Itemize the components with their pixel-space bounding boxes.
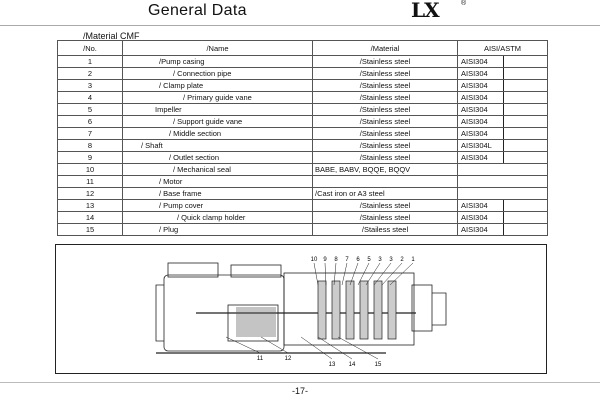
aisi-box <box>503 116 547 127</box>
aisi-value: AISI304 <box>461 93 488 102</box>
cell-name: / Shaft <box>123 140 313 152</box>
cell-aisi <box>458 200 548 212</box>
section-title: /Material CMF <box>83 31 140 41</box>
cell-material: /Stainless steel <box>313 200 458 212</box>
aisi-box <box>503 224 547 235</box>
outlet-section-shape <box>412 285 432 331</box>
aisi-value: AISI304L <box>461 141 492 150</box>
impeller-stage-shape <box>346 281 354 339</box>
cell-aisi <box>458 176 548 188</box>
callout-label: 10 <box>310 257 318 263</box>
aisi-box <box>503 68 547 79</box>
cell-no: 1 <box>58 56 123 68</box>
materials-table <box>57 40 548 236</box>
table-row <box>58 188 548 200</box>
callout-leader-line <box>318 337 352 359</box>
callout-label: 7 <box>345 257 349 263</box>
cell-aisi <box>458 56 548 68</box>
aisi-box <box>503 80 547 91</box>
column-header-no: /No. <box>58 41 123 56</box>
cell-name: / Primary guide vane <box>123 92 313 104</box>
aisi-box <box>503 212 547 223</box>
cell-aisi <box>458 80 548 92</box>
cell-name: / Outlet section <box>123 152 313 164</box>
cell-no: 15 <box>58 224 123 236</box>
cell-name: / Motor <box>123 176 313 188</box>
cell-aisi <box>458 152 548 164</box>
page-number: -17- <box>291 386 308 396</box>
aisi-box <box>503 104 547 115</box>
table-row <box>58 200 548 212</box>
cell-material: /Stainless steel <box>313 212 458 224</box>
cell-material: BABE, BABV, BQQE, BQQV <box>313 164 458 176</box>
cell-material: /Stailess steel <box>313 224 458 236</box>
cell-no: 9 <box>58 152 123 164</box>
callout-label: 8 <box>334 257 338 263</box>
brand-logo: LX <box>411 0 439 22</box>
callout-label: 9 <box>323 257 327 263</box>
aisi-box <box>503 56 547 67</box>
callout-label: 6 <box>356 257 360 263</box>
cell-no: 6 <box>58 116 123 128</box>
pump-cross-section-drawing <box>55 244 547 374</box>
cell-material <box>313 176 458 188</box>
table-row <box>58 224 548 236</box>
cell-material: /Stainless steel <box>313 80 458 92</box>
cell-aisi <box>458 116 548 128</box>
cell-name: /Pump casing <box>123 56 313 68</box>
cell-material: /Stainless steel <box>313 128 458 140</box>
header-rule <box>0 25 600 26</box>
cell-no: 7 <box>58 128 123 140</box>
cell-name: / Clamp plate <box>123 80 313 92</box>
cell-no: 2 <box>58 68 123 80</box>
cell-no: 4 <box>58 92 123 104</box>
cell-aisi <box>458 68 548 80</box>
cell-name: / Pump cover <box>123 200 313 212</box>
aisi-value: AISI304 <box>461 57 488 66</box>
cell-aisi <box>458 140 548 152</box>
callout-leader-line <box>390 263 413 285</box>
callout-leader-line <box>301 337 332 359</box>
cell-material: /Stainless steel <box>313 56 458 68</box>
aisi-value: AISI304 <box>461 201 488 210</box>
cell-name: Impeller <box>123 104 313 116</box>
cell-name: / Quick clamp holder <box>123 212 313 224</box>
impeller-stage-shape <box>374 281 382 339</box>
cell-name: / Middle section <box>123 128 313 140</box>
cell-name: / Mechanical seal <box>123 164 313 176</box>
cell-no: 8 <box>58 140 123 152</box>
aisi-value: AISI304 <box>461 81 488 90</box>
cell-no: 5 <box>58 104 123 116</box>
callout-label: 15 <box>374 362 382 368</box>
callout-label: 3 <box>378 257 382 263</box>
callout-leader-line <box>338 337 378 359</box>
table-row <box>58 92 548 104</box>
pump-drawing-svg <box>56 245 546 373</box>
cell-material: /Stainless steel <box>313 104 458 116</box>
cell-no: 12 <box>58 188 123 200</box>
aisi-value: AISI304 <box>461 213 488 222</box>
column-header-name: /Name <box>123 41 313 56</box>
cell-material: /Stainless steel <box>313 92 458 104</box>
table-row <box>58 116 548 128</box>
callout-label: 12 <box>284 356 292 362</box>
aisi-box <box>503 128 547 139</box>
table-row <box>58 56 548 68</box>
cell-aisi <box>458 92 548 104</box>
footer-rule <box>0 382 600 383</box>
impeller-stage-shape <box>332 281 340 339</box>
aisi-value: AISI304 <box>461 117 488 126</box>
aisi-value: AISI304 <box>461 129 488 138</box>
page-header-title: General Data <box>148 2 247 19</box>
cell-name: / Connection pipe <box>123 68 313 80</box>
cell-aisi <box>458 224 548 236</box>
cell-no: 3 <box>58 80 123 92</box>
table-row <box>58 104 548 116</box>
cell-material: /Stainless steel <box>313 116 458 128</box>
table-header-row <box>58 41 548 56</box>
callout-label: 5 <box>367 257 371 263</box>
aisi-box <box>503 152 547 163</box>
rotor-hatch-shape <box>236 307 276 337</box>
callout-label: 2 <box>400 257 404 263</box>
table-row <box>58 128 548 140</box>
table-row <box>58 68 548 80</box>
callout-label: 1 <box>411 257 415 263</box>
cell-no: 10 <box>58 164 123 176</box>
callout-label: 14 <box>348 362 356 368</box>
aisi-value: AISI304 <box>461 225 488 234</box>
cell-aisi <box>458 212 548 224</box>
cell-no: 11 <box>58 176 123 188</box>
table-row <box>58 164 548 176</box>
aisi-value: AISI304 <box>461 69 488 78</box>
aisi-value: AISI304 <box>461 153 488 162</box>
impeller-stage-shape <box>360 281 368 339</box>
impeller-stage-shape <box>388 281 396 339</box>
cell-material: /Cast iron or A3 steel <box>313 188 458 200</box>
cell-name: / Base frame <box>123 188 313 200</box>
cell-material: /Stainless steel <box>313 68 458 80</box>
aisi-box <box>503 140 547 151</box>
table-row <box>58 212 548 224</box>
cell-material: /Stainless steel <box>313 152 458 164</box>
callout-label: 13 <box>328 362 336 368</box>
cell-aisi <box>458 188 548 200</box>
cell-aisi <box>458 128 548 140</box>
aisi-box <box>503 200 547 211</box>
table-row <box>58 140 548 152</box>
cell-material: /Stainless steel <box>313 140 458 152</box>
cell-name: / Plug <box>123 224 313 236</box>
cell-no: 14 <box>58 212 123 224</box>
motor-end-cap-shape <box>156 285 164 341</box>
callout-leader-line <box>314 263 318 285</box>
cell-no: 13 <box>58 200 123 212</box>
column-header-aisi: AISI/ASTM <box>458 41 548 56</box>
callout-label: 11 <box>256 356 264 362</box>
callout-label: 3 <box>389 257 393 263</box>
brand-logo-registered-mark: ® <box>461 0 467 7</box>
aisi-value: AISI304 <box>461 105 488 114</box>
impeller-stage-shape <box>318 281 326 339</box>
cell-name: / Support guide vane <box>123 116 313 128</box>
cell-aisi <box>458 164 548 176</box>
table-row <box>58 80 548 92</box>
aisi-box <box>503 92 547 103</box>
outlet-pipe-shape <box>432 293 446 325</box>
column-header-material: /Material <box>313 41 458 56</box>
table-row <box>58 176 548 188</box>
cell-aisi <box>458 104 548 116</box>
table-row <box>58 152 548 164</box>
